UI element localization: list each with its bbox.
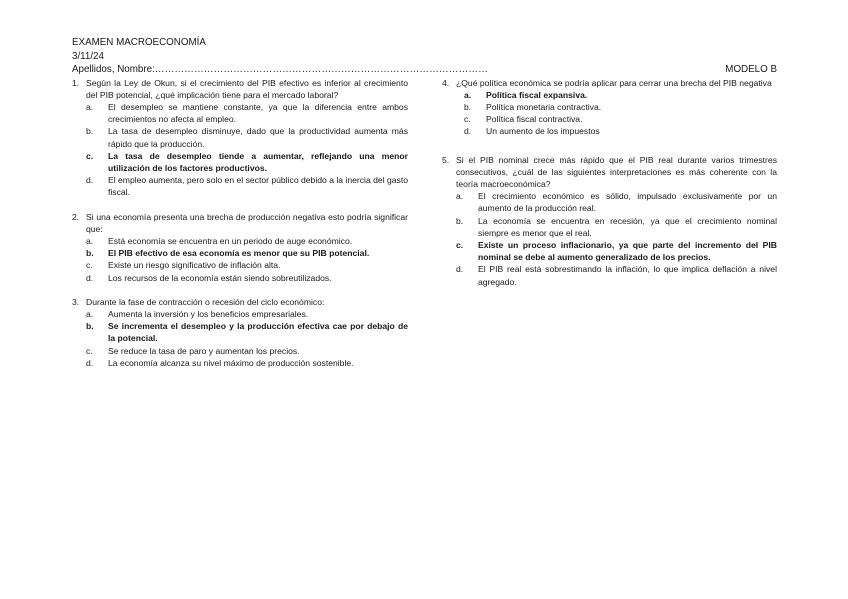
option-text: Se incrementa el desempleo y la producción efectiva cae por debajo de la potencial. bbox=[108, 321, 408, 344]
option-a bbox=[72, 235, 408, 247]
option-text: Los recursos de la economía están siendo sobreutilizados. bbox=[108, 272, 332, 283]
option-b bbox=[72, 125, 408, 149]
option-a bbox=[442, 190, 777, 214]
option-text: La economía alcanza su nivel máximo de producción sostenible. bbox=[108, 357, 354, 368]
exam-header bbox=[72, 36, 777, 77]
option-text: Existe un proceso inflacionario, ya que parte del incremento del PIB nominal se debe al aumento generalizado de los precios. bbox=[478, 239, 777, 263]
option-text: Existe un riesgo significativo de inflación alta. bbox=[108, 260, 281, 271]
option-letter: d. bbox=[464, 126, 472, 137]
option-list bbox=[72, 308, 408, 369]
option-letter: a. bbox=[86, 235, 94, 246]
option-letter: b. bbox=[456, 215, 464, 226]
option-b bbox=[442, 215, 777, 239]
option-letter: b. bbox=[464, 101, 472, 112]
option-c bbox=[72, 259, 408, 271]
option-list bbox=[72, 235, 408, 284]
question-text: Según la Ley de Okun, si el crecimiento del PIB efectivo es inferior al crecimiento del PIB potencial, ¿qué implicación tiene para el mercado laboral? bbox=[86, 77, 408, 100]
question-number: 4. bbox=[442, 77, 450, 88]
question-text: Durante la fase de contracción o recesión del ciclo económico: bbox=[86, 296, 325, 307]
option-c-correct bbox=[442, 239, 777, 263]
option-a-correct bbox=[442, 89, 777, 101]
name-line: Apellidos, Nombre:………………………………………………………………………………………… bbox=[72, 64, 488, 75]
option-d bbox=[442, 263, 777, 287]
question-1 bbox=[72, 77, 408, 199]
exam-title: EXAMEN MACROECONOMÍA bbox=[72, 37, 206, 48]
option-text: El empleo aumenta, pero solo en el sector público debido a la inercia del gasto fiscal. bbox=[108, 175, 409, 198]
option-text: El crecimiento económico es sólido, impulsado exclusivamente por un aumento de la producción real. bbox=[478, 191, 777, 214]
option-letter: d. bbox=[86, 272, 94, 283]
option-text: Política monetaria contractiva. bbox=[486, 101, 602, 112]
question-3 bbox=[72, 296, 408, 369]
option-text: Aumenta la inversión y los beneficios empresariales. bbox=[108, 308, 309, 319]
name-model-row bbox=[72, 63, 777, 77]
left-column bbox=[72, 77, 408, 381]
option-letter: c. bbox=[86, 260, 93, 271]
option-list bbox=[72, 101, 408, 199]
option-list bbox=[442, 89, 777, 138]
option-letter: d. bbox=[86, 175, 94, 186]
option-text: La tasa de desempleo tiende a aumentar, reflejando una menor utilización de los factores productivos. bbox=[108, 150, 408, 173]
question-text: Si una economía presenta una brecha de producción negativa esto podría significar que: bbox=[86, 211, 408, 234]
question-5 bbox=[442, 154, 777, 288]
question-text: ¿Qué política económica se podría aplicar para cerrar una brecha del PIB negativa bbox=[456, 77, 772, 88]
question-4 bbox=[442, 77, 777, 138]
option-text: Política fiscal expansiva. bbox=[486, 89, 588, 100]
option-letter: d. bbox=[86, 357, 94, 368]
option-text: El PIB real está sobrestimando la inflación, lo que implica deflación a nivel agregado. bbox=[478, 264, 777, 287]
option-b-correct bbox=[72, 247, 408, 259]
option-text: Está economía se encuentra en un periodo de auge económico. bbox=[108, 235, 353, 246]
option-letter: d. bbox=[456, 264, 464, 275]
option-b-correct bbox=[72, 320, 408, 344]
option-text: El desempleo se mantiene constante, ya que la diferencia entre ambos crecimientos no afecta al empleo. bbox=[108, 101, 408, 125]
option-b bbox=[442, 101, 777, 113]
option-letter: c. bbox=[86, 150, 94, 161]
option-text: La tasa de desempleo disminuye, dado que la productividad aumenta más rápido que la producción. bbox=[108, 126, 408, 149]
option-d bbox=[72, 174, 408, 198]
option-a bbox=[72, 101, 408, 125]
option-letter: b. bbox=[86, 126, 94, 137]
exam-date: 3/11/24 bbox=[72, 50, 104, 62]
question-2 bbox=[72, 211, 408, 284]
question-text: Si el PIB nominal crece más rápido que el PIB real durante varios trimestres consecutivos, ¿cuál de las siguientes interpretaciones es más coherente con la teoría macroeconómica? bbox=[456, 154, 777, 189]
option-c-correct bbox=[72, 150, 408, 174]
option-c bbox=[72, 345, 408, 357]
right-column bbox=[442, 77, 777, 300]
question-number: 3. bbox=[72, 296, 80, 307]
model-label: MODELO B bbox=[725, 64, 777, 75]
option-letter: a. bbox=[456, 191, 464, 202]
question-number: 1. bbox=[72, 77, 80, 88]
option-letter: c. bbox=[464, 114, 471, 125]
option-text: Se reduce la tasa de paro y aumentan los precios. bbox=[108, 345, 300, 356]
option-letter: a. bbox=[86, 308, 94, 319]
option-letter: b. bbox=[86, 248, 94, 259]
question-number: 2. bbox=[72, 211, 80, 222]
option-d bbox=[72, 272, 408, 284]
option-letter: b. bbox=[86, 321, 94, 332]
option-letter: c. bbox=[456, 239, 464, 250]
option-text: Un aumento de los impuestos bbox=[486, 126, 600, 137]
option-text: La economía se encuentra en recesión, ya que el crecimiento nominal siempre es menor que el real. bbox=[478, 215, 777, 238]
option-letter: a. bbox=[464, 89, 472, 100]
option-a bbox=[72, 308, 408, 320]
option-c bbox=[442, 113, 777, 125]
exam-page bbox=[72, 36, 777, 368]
option-letter: c. bbox=[86, 345, 93, 356]
option-letter: a. bbox=[86, 101, 94, 112]
option-text: Política fiscal contractiva. bbox=[486, 114, 583, 125]
option-d bbox=[442, 125, 777, 137]
option-list bbox=[442, 190, 777, 288]
question-number: 5. bbox=[442, 154, 450, 165]
option-text: El PIB efectivo de esa economía es menor que su PIB potencial. bbox=[108, 248, 370, 259]
option-d bbox=[72, 357, 408, 369]
